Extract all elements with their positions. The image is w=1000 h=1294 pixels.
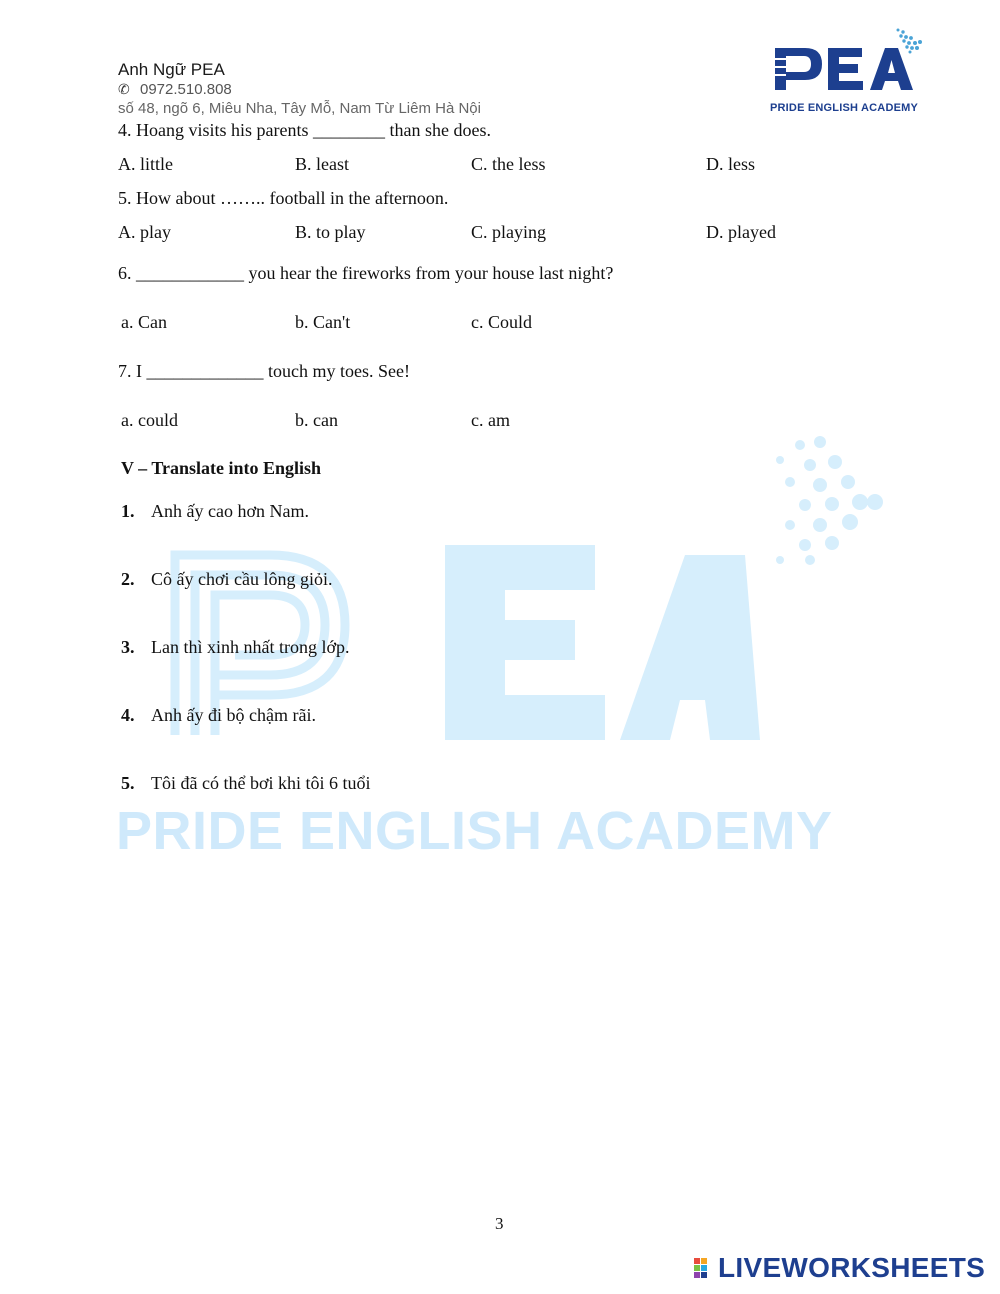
translate-item-5-number: 5. [121, 773, 135, 793]
question-4-option-a: A. little [118, 154, 173, 174]
question-7: 7. I _____________ touch my toes. See! [118, 361, 410, 381]
translate-item-2-number: 2. [121, 569, 135, 589]
watermark-caption: PRIDE ENGLISH ACADEMY [116, 801, 833, 861]
translate-item-5-text: Tôi đã có thể bơi khi tôi 6 tuổi [151, 773, 371, 793]
question-4-option-d: D. less [706, 154, 755, 174]
translate-item-4-text: Anh ấy đi bộ chậm rãi. [151, 705, 316, 725]
section-title: V – Translate into English [121, 458, 322, 478]
question-7-option-b: b. can [295, 410, 338, 430]
question-6-option-c: c. Could [471, 312, 532, 332]
question-7-option-a: a. could [121, 410, 178, 430]
translate-item-1-number: 1. [121, 501, 135, 521]
question-7-option-c: c. am [471, 410, 510, 430]
address: số 48, ngõ 6, Miêu Nha, Tây Mỗ, Nam Từ Liêm Hà Nội [118, 100, 481, 117]
translate-item-3-text: Lan thì xinh nhất trong lớp. [151, 637, 350, 657]
question-6: 6. ____________ you hear the fireworks from your house last night? [118, 263, 614, 283]
question-6-option-b: b. Can't [295, 312, 351, 332]
liveworksheets-brand[interactable]: LIVEWORKSHEETS [718, 1252, 986, 1283]
translate-item-3-number: 3. [121, 637, 135, 657]
translate-item-1-text: Anh ấy cao hơn Nam. [151, 501, 309, 521]
question-5: 5. How about …….. football in the afternoon. [118, 188, 449, 208]
phone-icon: ✆ [118, 81, 130, 97]
question-5-option-b: B. to play [295, 222, 366, 242]
question-4-option-b: B. least [295, 154, 349, 174]
liveworksheets-logo-icon [694, 1258, 716, 1280]
translate-item-4-number: 4. [121, 705, 135, 725]
question-5-option-a: A. play [118, 222, 171, 242]
phone-number: 0972.510.808 [140, 81, 232, 98]
page-number: 3 [495, 1214, 504, 1233]
question-4: 4. Hoang visits his parents ________ than she does. [118, 120, 491, 140]
translate-item-2-text: Cô ấy chơi cầu lông giỏi. [151, 569, 333, 589]
question-5-option-c: C. playing [471, 222, 546, 242]
phone-line [118, 81, 232, 98]
question-4-option-c: C. the less [471, 154, 546, 174]
question-5-option-d: D. played [706, 222, 776, 242]
question-6-option-a: a. Can [121, 312, 167, 332]
logo-caption: PRIDE ENGLISH ACADEMY [770, 102, 919, 114]
org-name: Anh Ngữ PEA [118, 60, 225, 79]
